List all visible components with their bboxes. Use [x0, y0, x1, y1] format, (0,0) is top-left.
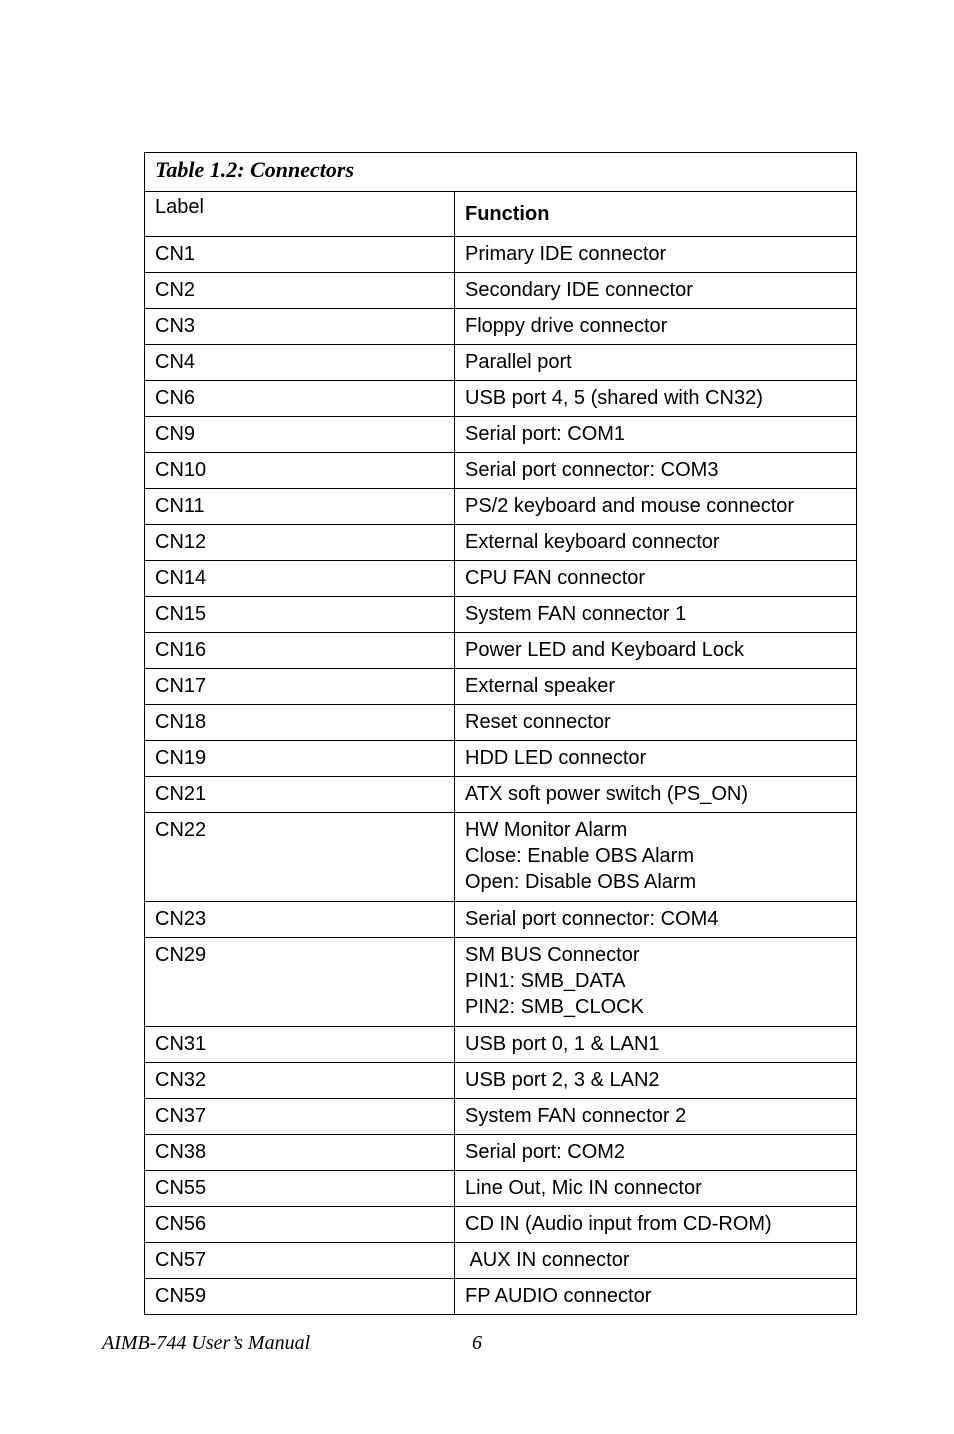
connector-label-cell: CN55 [145, 1171, 455, 1207]
connectors-table [144, 152, 857, 1315]
connector-label-cell: CN2 [145, 273, 455, 309]
function-line: USB port 4, 5 (shared with CN32) [465, 387, 763, 409]
table-body [145, 237, 857, 1315]
connector-function-cell [455, 597, 857, 633]
connector-label-cell: CN17 [145, 669, 455, 705]
connector-function-cell [455, 741, 857, 777]
connector-label-cell: CN14 [145, 561, 455, 597]
table-row [145, 417, 857, 453]
table-row [145, 1135, 857, 1171]
connector-function-cell [455, 1099, 857, 1135]
connector-label-cell: CN11 [145, 489, 455, 525]
connector-label-cell: CN18 [145, 705, 455, 741]
column-header-function: Function [455, 192, 857, 237]
table-caption: Table 1.2: Connectors [145, 153, 857, 192]
column-header-label: Label [145, 192, 455, 237]
table-row [145, 1279, 857, 1315]
table-row [145, 1027, 857, 1063]
function-line: Floppy drive connector [465, 315, 668, 337]
table-row [145, 705, 857, 741]
table-row [145, 309, 857, 345]
function-line: Line Out, Mic IN connector [465, 1177, 702, 1199]
function-line: CPU FAN connector [465, 567, 646, 589]
table-row [145, 1063, 857, 1099]
function-line: Close: Enable OBS Alarm [465, 845, 694, 867]
connector-function-cell [455, 633, 857, 669]
connector-function-cell [455, 561, 857, 597]
footer-page-number: 6 [472, 1332, 482, 1354]
table-row [145, 525, 857, 561]
function-line: CD IN (Audio input from CD-ROM) [465, 1213, 772, 1235]
function-line: PIN1: SMB_DATA [465, 970, 626, 992]
connector-function-cell [455, 1171, 857, 1207]
connector-function-cell [455, 345, 857, 381]
connector-function-cell [455, 902, 857, 938]
connector-label-cell: CN19 [145, 741, 455, 777]
function-line: SM BUS Connector [465, 944, 640, 966]
connector-label-cell: CN23 [145, 902, 455, 938]
connector-label-cell: CN32 [145, 1063, 455, 1099]
table-row [145, 741, 857, 777]
function-line: AUX IN connector [465, 1249, 630, 1271]
connector-function-cell [455, 417, 857, 453]
function-line: Primary IDE connector [465, 243, 667, 265]
function-line: Open: Disable OBS Alarm [465, 871, 697, 893]
connector-label-cell: CN16 [145, 633, 455, 669]
connector-function-cell [455, 669, 857, 705]
table-row [145, 938, 857, 1027]
function-line: Power LED and Keyboard Lock [465, 639, 745, 661]
table-row [145, 669, 857, 705]
connector-label-cell: CN15 [145, 597, 455, 633]
connector-label-cell: CN10 [145, 453, 455, 489]
function-line: External keyboard connector [465, 531, 720, 553]
connector-function-cell [455, 1207, 857, 1243]
connector-function-cell [455, 1243, 857, 1279]
function-line: External speaker [465, 675, 616, 697]
connector-function-cell [455, 705, 857, 741]
connector-label-cell: CN59 [145, 1279, 455, 1315]
table-row [145, 633, 857, 669]
connector-function-cell [455, 813, 857, 902]
connector-label-cell: CN21 [145, 777, 455, 813]
table-row [145, 1171, 857, 1207]
table-row [145, 813, 857, 902]
connector-label-cell: CN4 [145, 345, 455, 381]
function-line: ATX soft power switch (PS_ON) [465, 783, 749, 805]
connector-function-cell [455, 237, 857, 273]
table-row [145, 902, 857, 938]
connector-label-cell: CN9 [145, 417, 455, 453]
function-line: Serial port: COM2 [465, 1141, 626, 1163]
table-row [145, 1099, 857, 1135]
connector-function-cell [455, 938, 857, 1027]
function-line: Reset connector [465, 711, 611, 733]
connector-label-cell: CN37 [145, 1099, 455, 1135]
function-line: HW Monitor Alarm [465, 819, 628, 841]
connector-label-cell: CN22 [145, 813, 455, 902]
function-line: PS/2 keyboard and mouse connector [465, 495, 795, 517]
connector-label-cell: CN57 [145, 1243, 455, 1279]
connector-label-cell: CN29 [145, 938, 455, 1027]
footer-manual-title: AIMB-744 User’s Manual [102, 1332, 311, 1354]
table-row [145, 1243, 857, 1279]
function-line: Parallel port [465, 351, 572, 373]
connector-function-cell [455, 453, 857, 489]
table-row [145, 1207, 857, 1243]
function-line: USB port 2, 3 & LAN2 [465, 1069, 660, 1091]
table-row [145, 777, 857, 813]
table-row [145, 237, 857, 273]
connector-label-cell: CN6 [145, 381, 455, 417]
function-line: Secondary IDE connector [465, 279, 693, 301]
function-line: PIN2: SMB_CLOCK [465, 996, 644, 1018]
function-line: FP AUDIO connector [465, 1285, 652, 1307]
table-row [145, 273, 857, 309]
connector-function-cell [455, 1279, 857, 1315]
connector-function-cell [455, 273, 857, 309]
function-line: Serial port connector: COM4 [465, 908, 719, 930]
function-line: HDD LED connector [465, 747, 647, 769]
table-row [145, 597, 857, 633]
connector-function-cell [455, 309, 857, 345]
table-row [145, 453, 857, 489]
connector-label-cell: CN56 [145, 1207, 455, 1243]
connector-label-cell: CN38 [145, 1135, 455, 1171]
connector-function-cell [455, 525, 857, 561]
function-line: Serial port: COM1 [465, 423, 626, 445]
table-caption-row [145, 153, 857, 192]
function-line: USB port 0, 1 & LAN1 [465, 1033, 660, 1055]
connector-function-cell [455, 489, 857, 525]
connector-function-cell [455, 381, 857, 417]
function-line: Serial port connector: COM3 [465, 459, 719, 481]
table-row [145, 489, 857, 525]
connector-label-cell: CN3 [145, 309, 455, 345]
table-row [145, 381, 857, 417]
connector-label-cell: CN12 [145, 525, 455, 561]
connector-label-cell: CN31 [145, 1027, 455, 1063]
connector-function-cell [455, 1063, 857, 1099]
function-line: System FAN connector 2 [465, 1105, 687, 1127]
connector-function-cell [455, 777, 857, 813]
connectors-table-wrapper [144, 152, 856, 1315]
table-header-row [145, 192, 857, 237]
table-row [145, 345, 857, 381]
connector-label-cell: CN1 [145, 237, 455, 273]
connector-function-cell [455, 1027, 857, 1063]
table-row [145, 561, 857, 597]
function-line: System FAN connector 1 [465, 603, 687, 625]
connector-function-cell [455, 1135, 857, 1171]
